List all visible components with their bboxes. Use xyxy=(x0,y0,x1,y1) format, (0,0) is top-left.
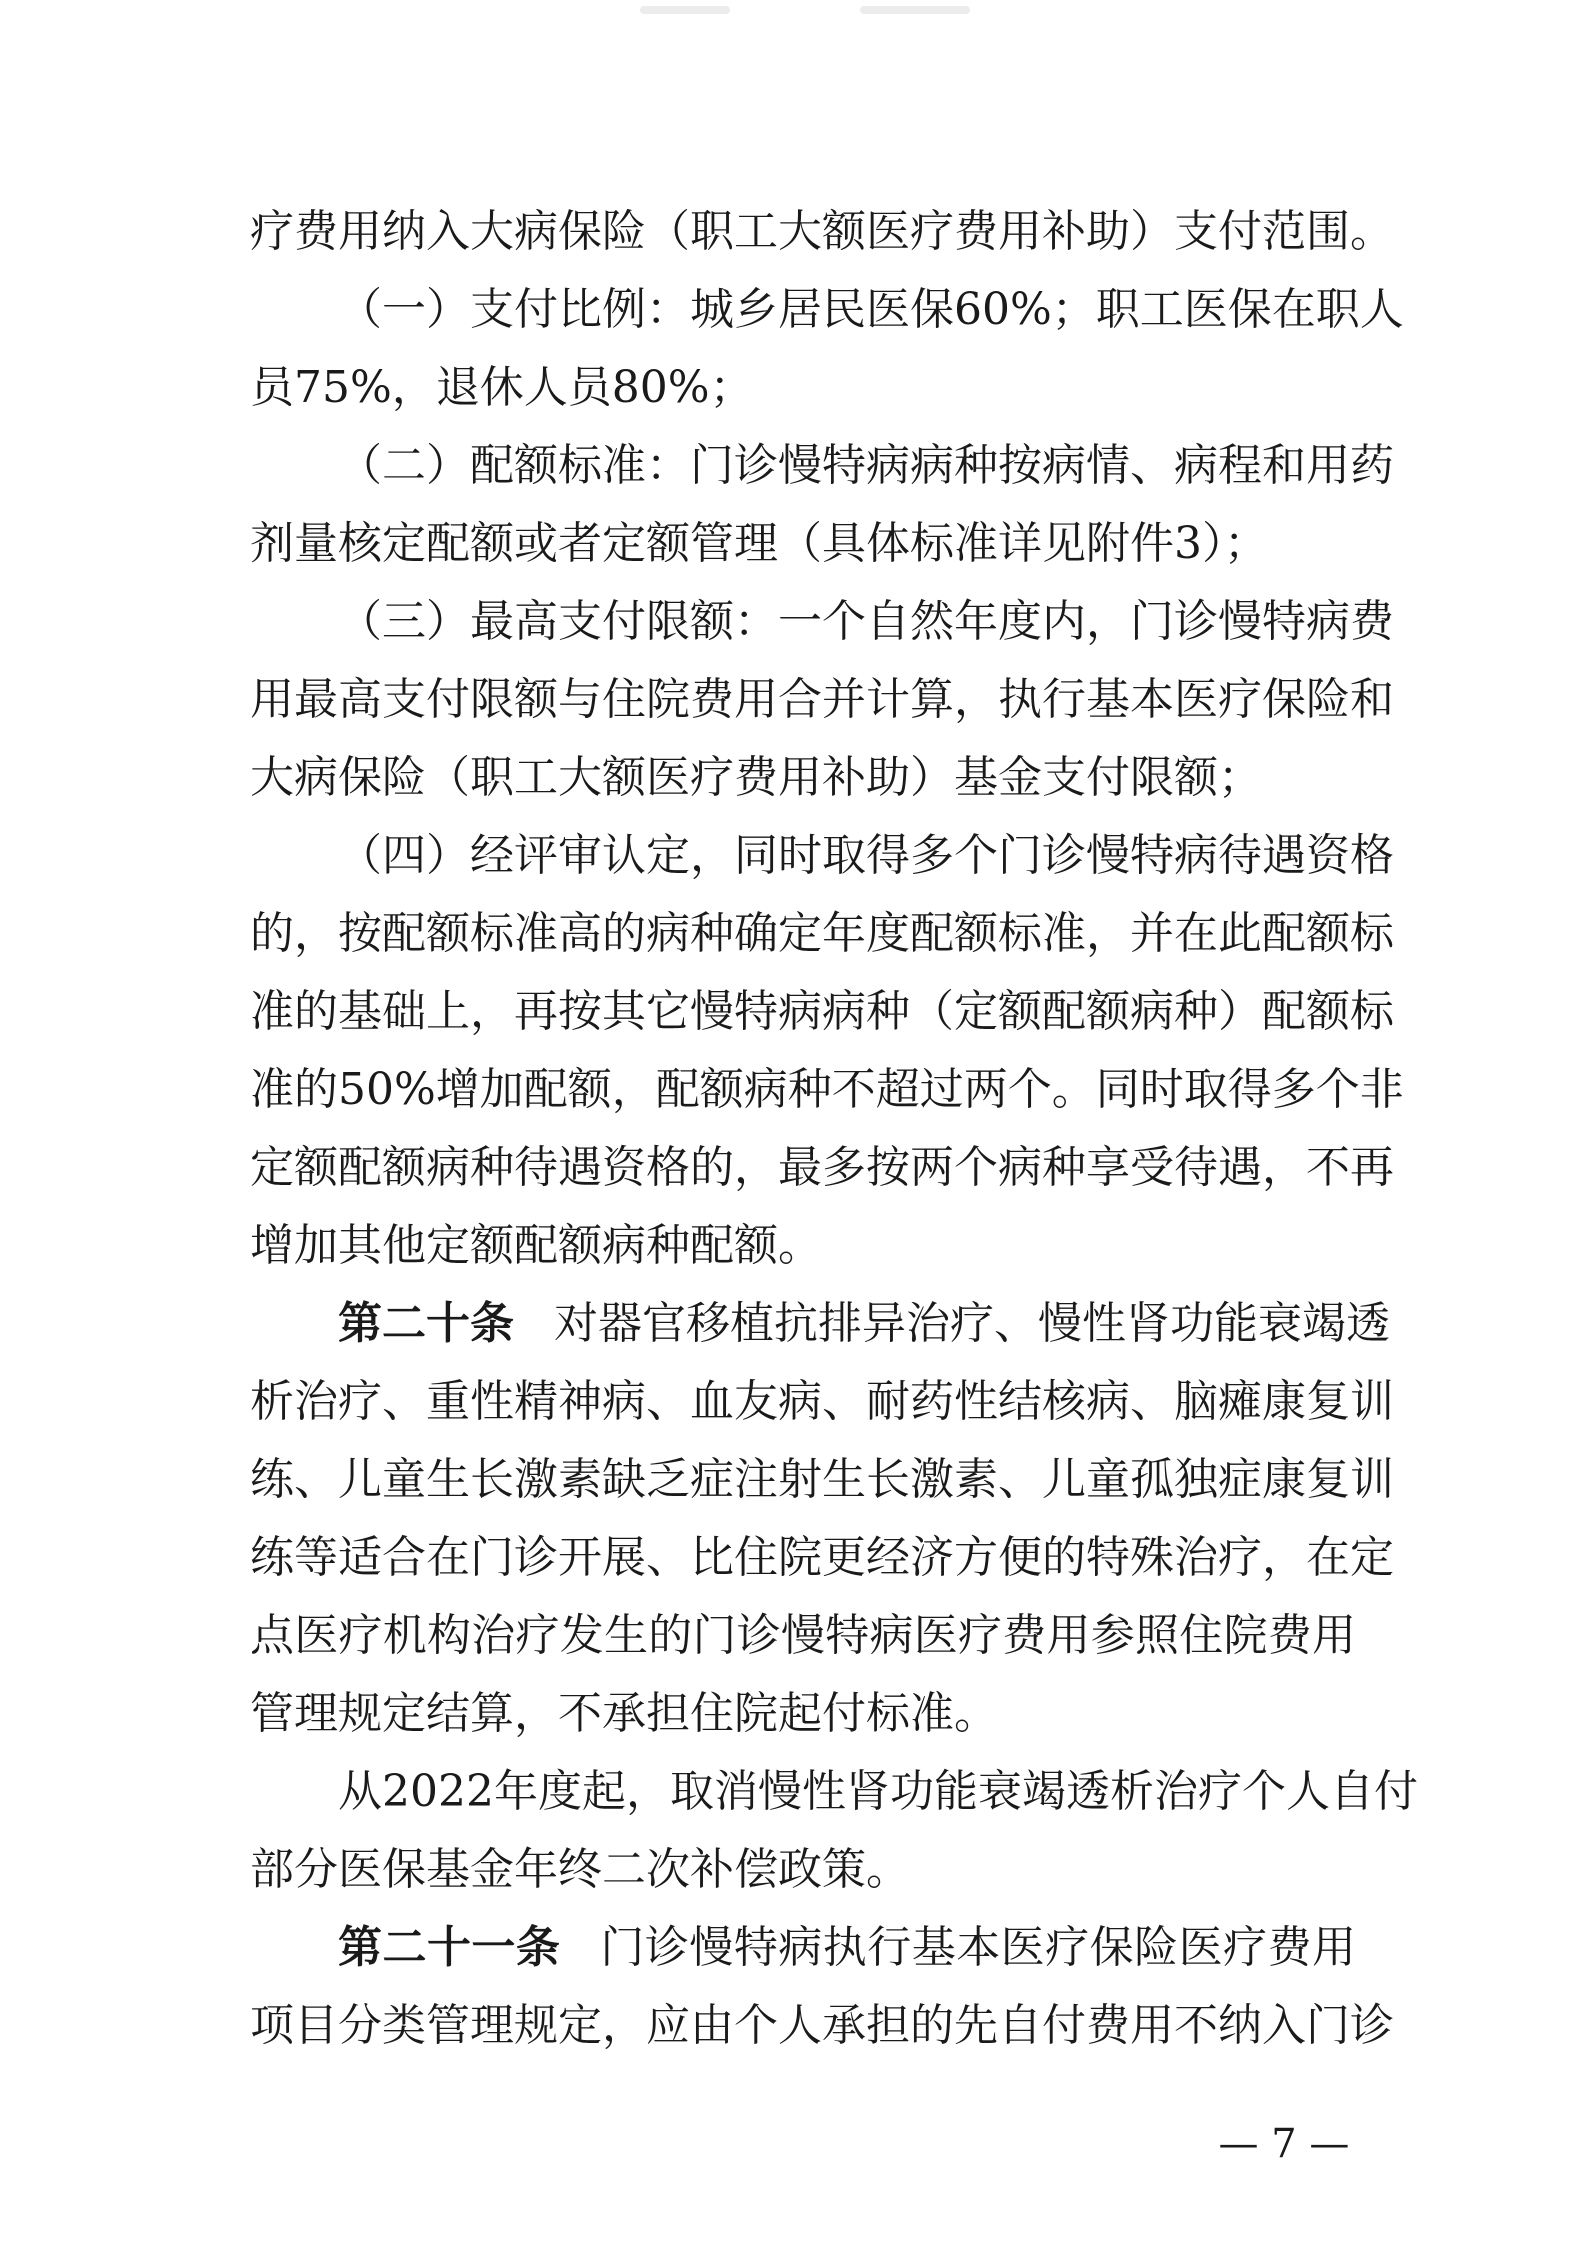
article-first-line xyxy=(338,1920,1356,1976)
body-text-line: （三）最高支付限额：一个自然年度内，门诊慢特病费 xyxy=(338,596,1394,647)
body-text-line: 大病保险（职工大额医疗费用补助）基金支付限额； xyxy=(250,752,1262,803)
body-text-line: 从2022年度起，取消慢性肾功能衰竭透析治疗个人自付 xyxy=(338,1766,1418,1817)
article-heading: 第二十一条 xyxy=(338,1922,561,1973)
body-text-line: 部分医保基金年终二次补偿政策。 xyxy=(250,1844,910,1895)
body-text-line: 的，按配额标准高的病种确定年度配额标准，并在此配额标 xyxy=(250,908,1394,959)
body-text-line: 疗费用纳入大病保险（职工大额医疗费用补助）支付范围。 xyxy=(250,206,1394,257)
body-text-line: 用最高支付限额与住院费用合并计算，执行基本医疗保险和 xyxy=(250,674,1394,725)
body-text-line: 定额配额病种待遇资格的，最多按两个病种享受待遇，不再 xyxy=(250,1142,1394,1193)
body-text-line: 析治疗、重性精神病、血友病、耐药性结核病、脑瘫康复训 xyxy=(250,1376,1394,1427)
scan-artifact xyxy=(640,6,730,14)
body-text-run: 门诊慢特病执行基本医疗保险医疗费用 xyxy=(600,1922,1357,1973)
body-text-line: （四）经评审认定，同时取得多个门诊慢特病待遇资格 xyxy=(338,830,1394,881)
article-first-line xyxy=(338,1296,1390,1352)
body-text-run: 对器官移植抗排异治疗、慢性肾功能衰竭透 xyxy=(554,1298,1390,1349)
scan-artifact xyxy=(860,6,970,14)
body-text-line: 管理规定结算，不承担住院起付标准。 xyxy=(250,1688,998,1739)
body-text-line: （一）支付比例：城乡居民医保60%；职工医保在职人 xyxy=(338,284,1404,335)
body-text-line: 点医疗机构治疗发生的门诊慢特病医疗费用参照住院费用 xyxy=(250,1610,1356,1661)
body-text-line: 员75%，退休人员80%； xyxy=(250,362,754,413)
body-text-line: 剂量核定配额或者定额管理（具体标准详见附件3）； xyxy=(250,518,1268,569)
article-heading: 第二十条 xyxy=(338,1298,514,1349)
body-text-line: 准的基础上，再按其它慢特病病种（定额配额病种）配额标 xyxy=(250,986,1394,1037)
body-text-line: 练、儿童生长激素缺乏症注射生长激素、儿童孤独症康复训 xyxy=(250,1454,1394,1505)
body-text-line: 项目分类管理规定，应由个人承担的先自付费用不纳入门诊 xyxy=(250,2000,1394,2051)
body-text-line: 练等适合在门诊开展、比住院更经济方便的特殊治疗，在定 xyxy=(250,1532,1394,1583)
body-text-line: 增加其他定额配额病种配额。 xyxy=(250,1220,822,1271)
body-text-line: 准的50%增加配额，配额病种不超过两个。同时取得多个非 xyxy=(250,1064,1404,1115)
body-text-line: （二）配额标准：门诊慢特病病种按病情、病程和用药 xyxy=(338,440,1394,491)
page-number: — 7 — xyxy=(1218,2121,1350,2167)
